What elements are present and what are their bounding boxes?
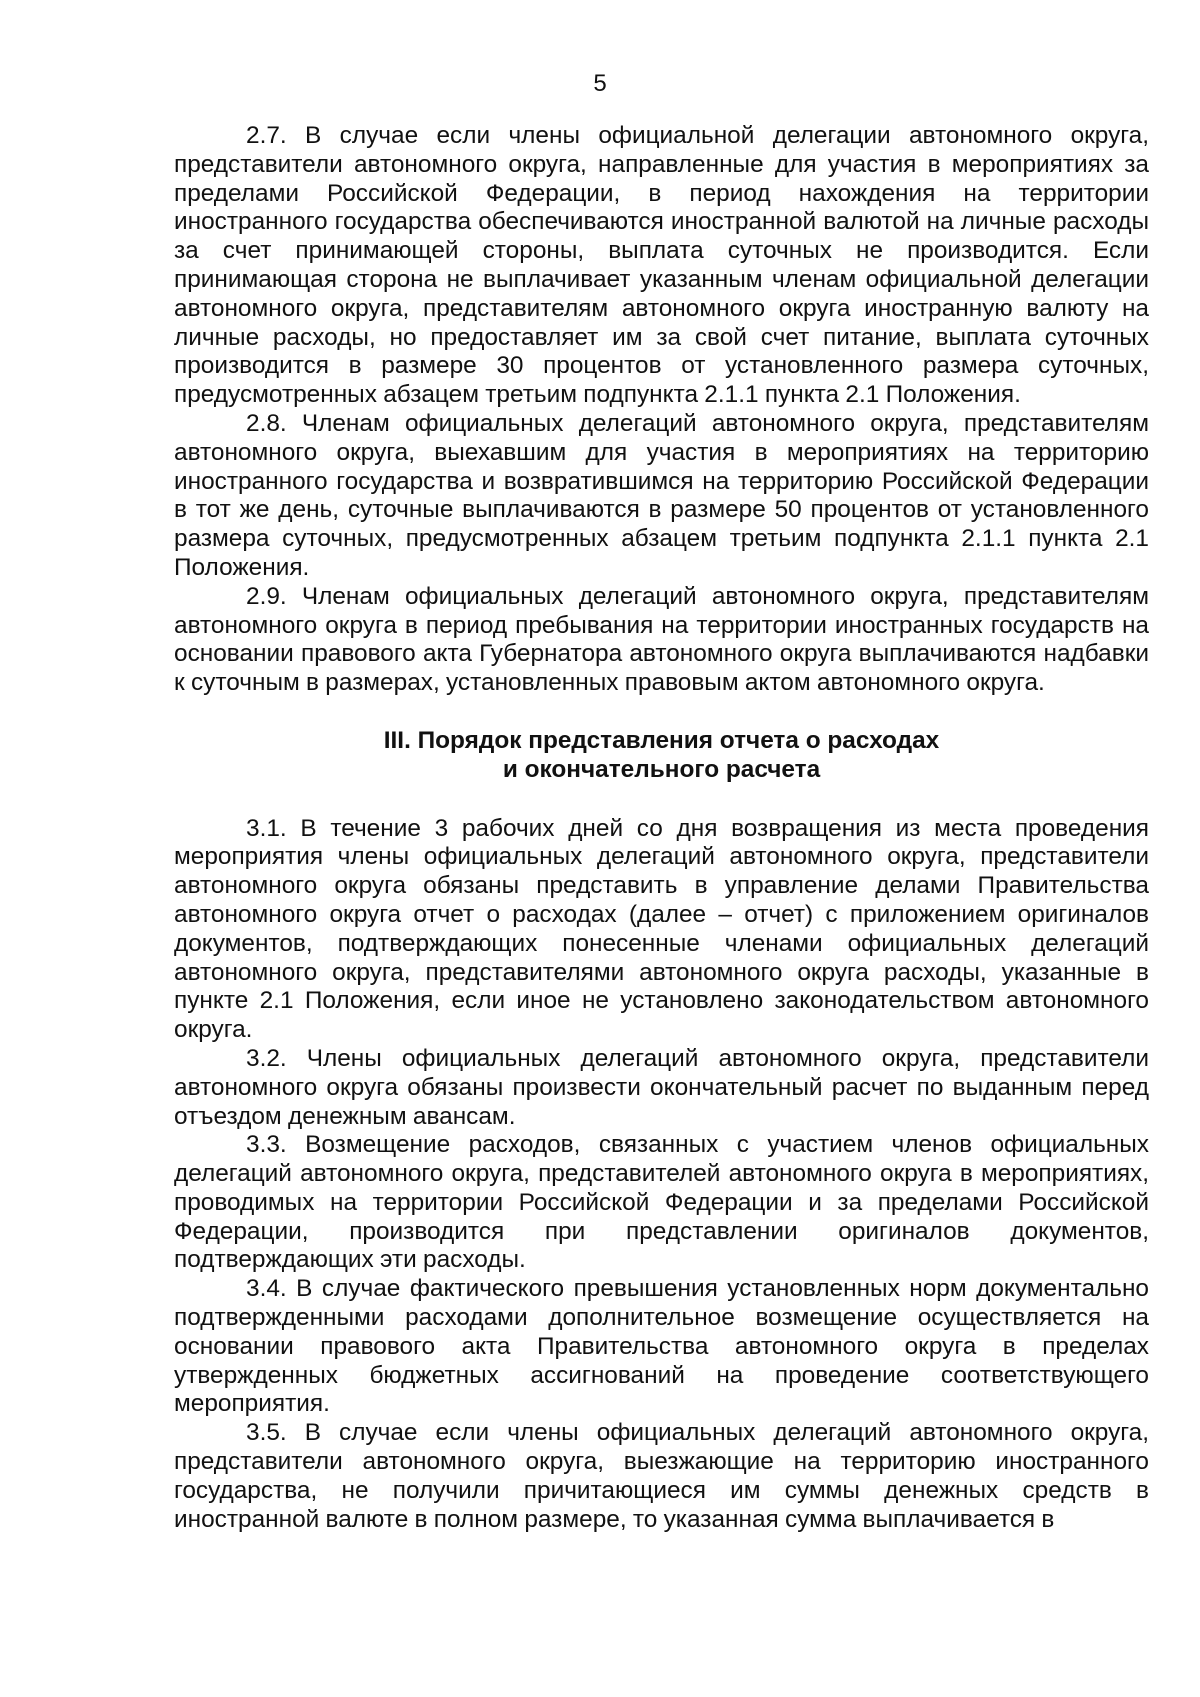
section-title-line-2: и окончательного расчета <box>502 755 821 783</box>
paragraph-2-9: 2.9. Членам официальных делегаций автономного округа, представителям автономного округа в период пребывания на территории иностранных государств на основании правового акта Губернатора автономного округа выплачиваются надбавки к суточным в размерах, установленных правовым актом автономного округа. <box>174 582 1149 697</box>
paragraph-3-4: 3.4. В случае фактического превышения установленных норм документально подтвержденными расходами дополнительное возмещение осуществляется на основании правового акта Правительства автономного округа в пределах утвержденных бюджетных ассигнований на проведение соответствующего мероприятия. <box>174 1275 1149 1418</box>
paragraph-3-5: 3.5. В случае если члены официальных делегаций автономного округа, представители автономного округа, выезжающие на территорию иностранного государства, не получили причитающиеся им суммы денежных средств в иностранной валюте в полном размере, то указанная сумма выплачивается в <box>174 1419 1149 1533</box>
section-title <box>174 727 1149 785</box>
paragraph-3-1: 3.1. В течение 3 рабочих дней со дня возвращения из места проведения мероприятия члены официальных делегаций автономного округа, представители автономного округа обязаны представить в управление делами Правительства автономного округа отчет о расходах (далее – отчет) с приложением оригиналов документов, подтверждающих понесенные членами официальных делегаций автономного округа, представителями автономного округа расходы, указанные в пункте 2.1 Положения, если иное не установлено законодательством автономного округа. <box>174 814 1149 1044</box>
paragraph-2-8: 2.8. Членам официальных делегаций автономного округа, представителям автономного округа, выехавшим для участия в мероприятиях на территорию иностранного государства и возвратившимся на территорию Российской Федерации в тот же день, суточные выплачиваются в размере 50 процентов от установленного размера суточных, предусмотренных абзацем третьим подпункта 2.1.1 пункта 2.1 Положения. <box>174 409 1149 581</box>
page-number: 5 <box>593 70 607 97</box>
paragraph-3-3: 3.3. Возмещение расходов, связанных с участием членов официальных делегаций автономного округа, представителей автономного округа в мероприятиях, проводимых на территории Российской Федерации и за пределами Российской Федерации, производится при представлении оригиналов документов, подтверждающих эти расходы. <box>174 1131 1149 1274</box>
document-body <box>174 122 1149 1534</box>
paragraph-3-2: 3.2. Члены официальных делегаций автономного округа, представители автономного округа обязаны произвести окончательный расчет по выданным перед отъездом денежным авансам. <box>174 1044 1149 1130</box>
paragraph-2-7: 2.7. В случае если члены официальной делегации автономного округа, представители автономного округа, направленные для участия в мероприятиях за пределами Российской Федерации, в период нахождения на территории иностранного государства обеспечиваются иностранной валютой на личные расходы за счет принимающей стороны, выплата суточных не производится. Если принимающая сторона не выплачивает указанным членам официальной делегации автономного округа, представителям автономного округа иностранную валюту на личные расходы, но предоставляет им за свой счет питание, выплата суточных производится в размере 30 процентов от установленного размера суточных, предусмотренных абзацем третьим подпункта 2.1.1 пункта 2.1 Положения. <box>174 122 1149 409</box>
section-title-line-1: III. Порядок представления отчета о расходах <box>383 726 940 754</box>
